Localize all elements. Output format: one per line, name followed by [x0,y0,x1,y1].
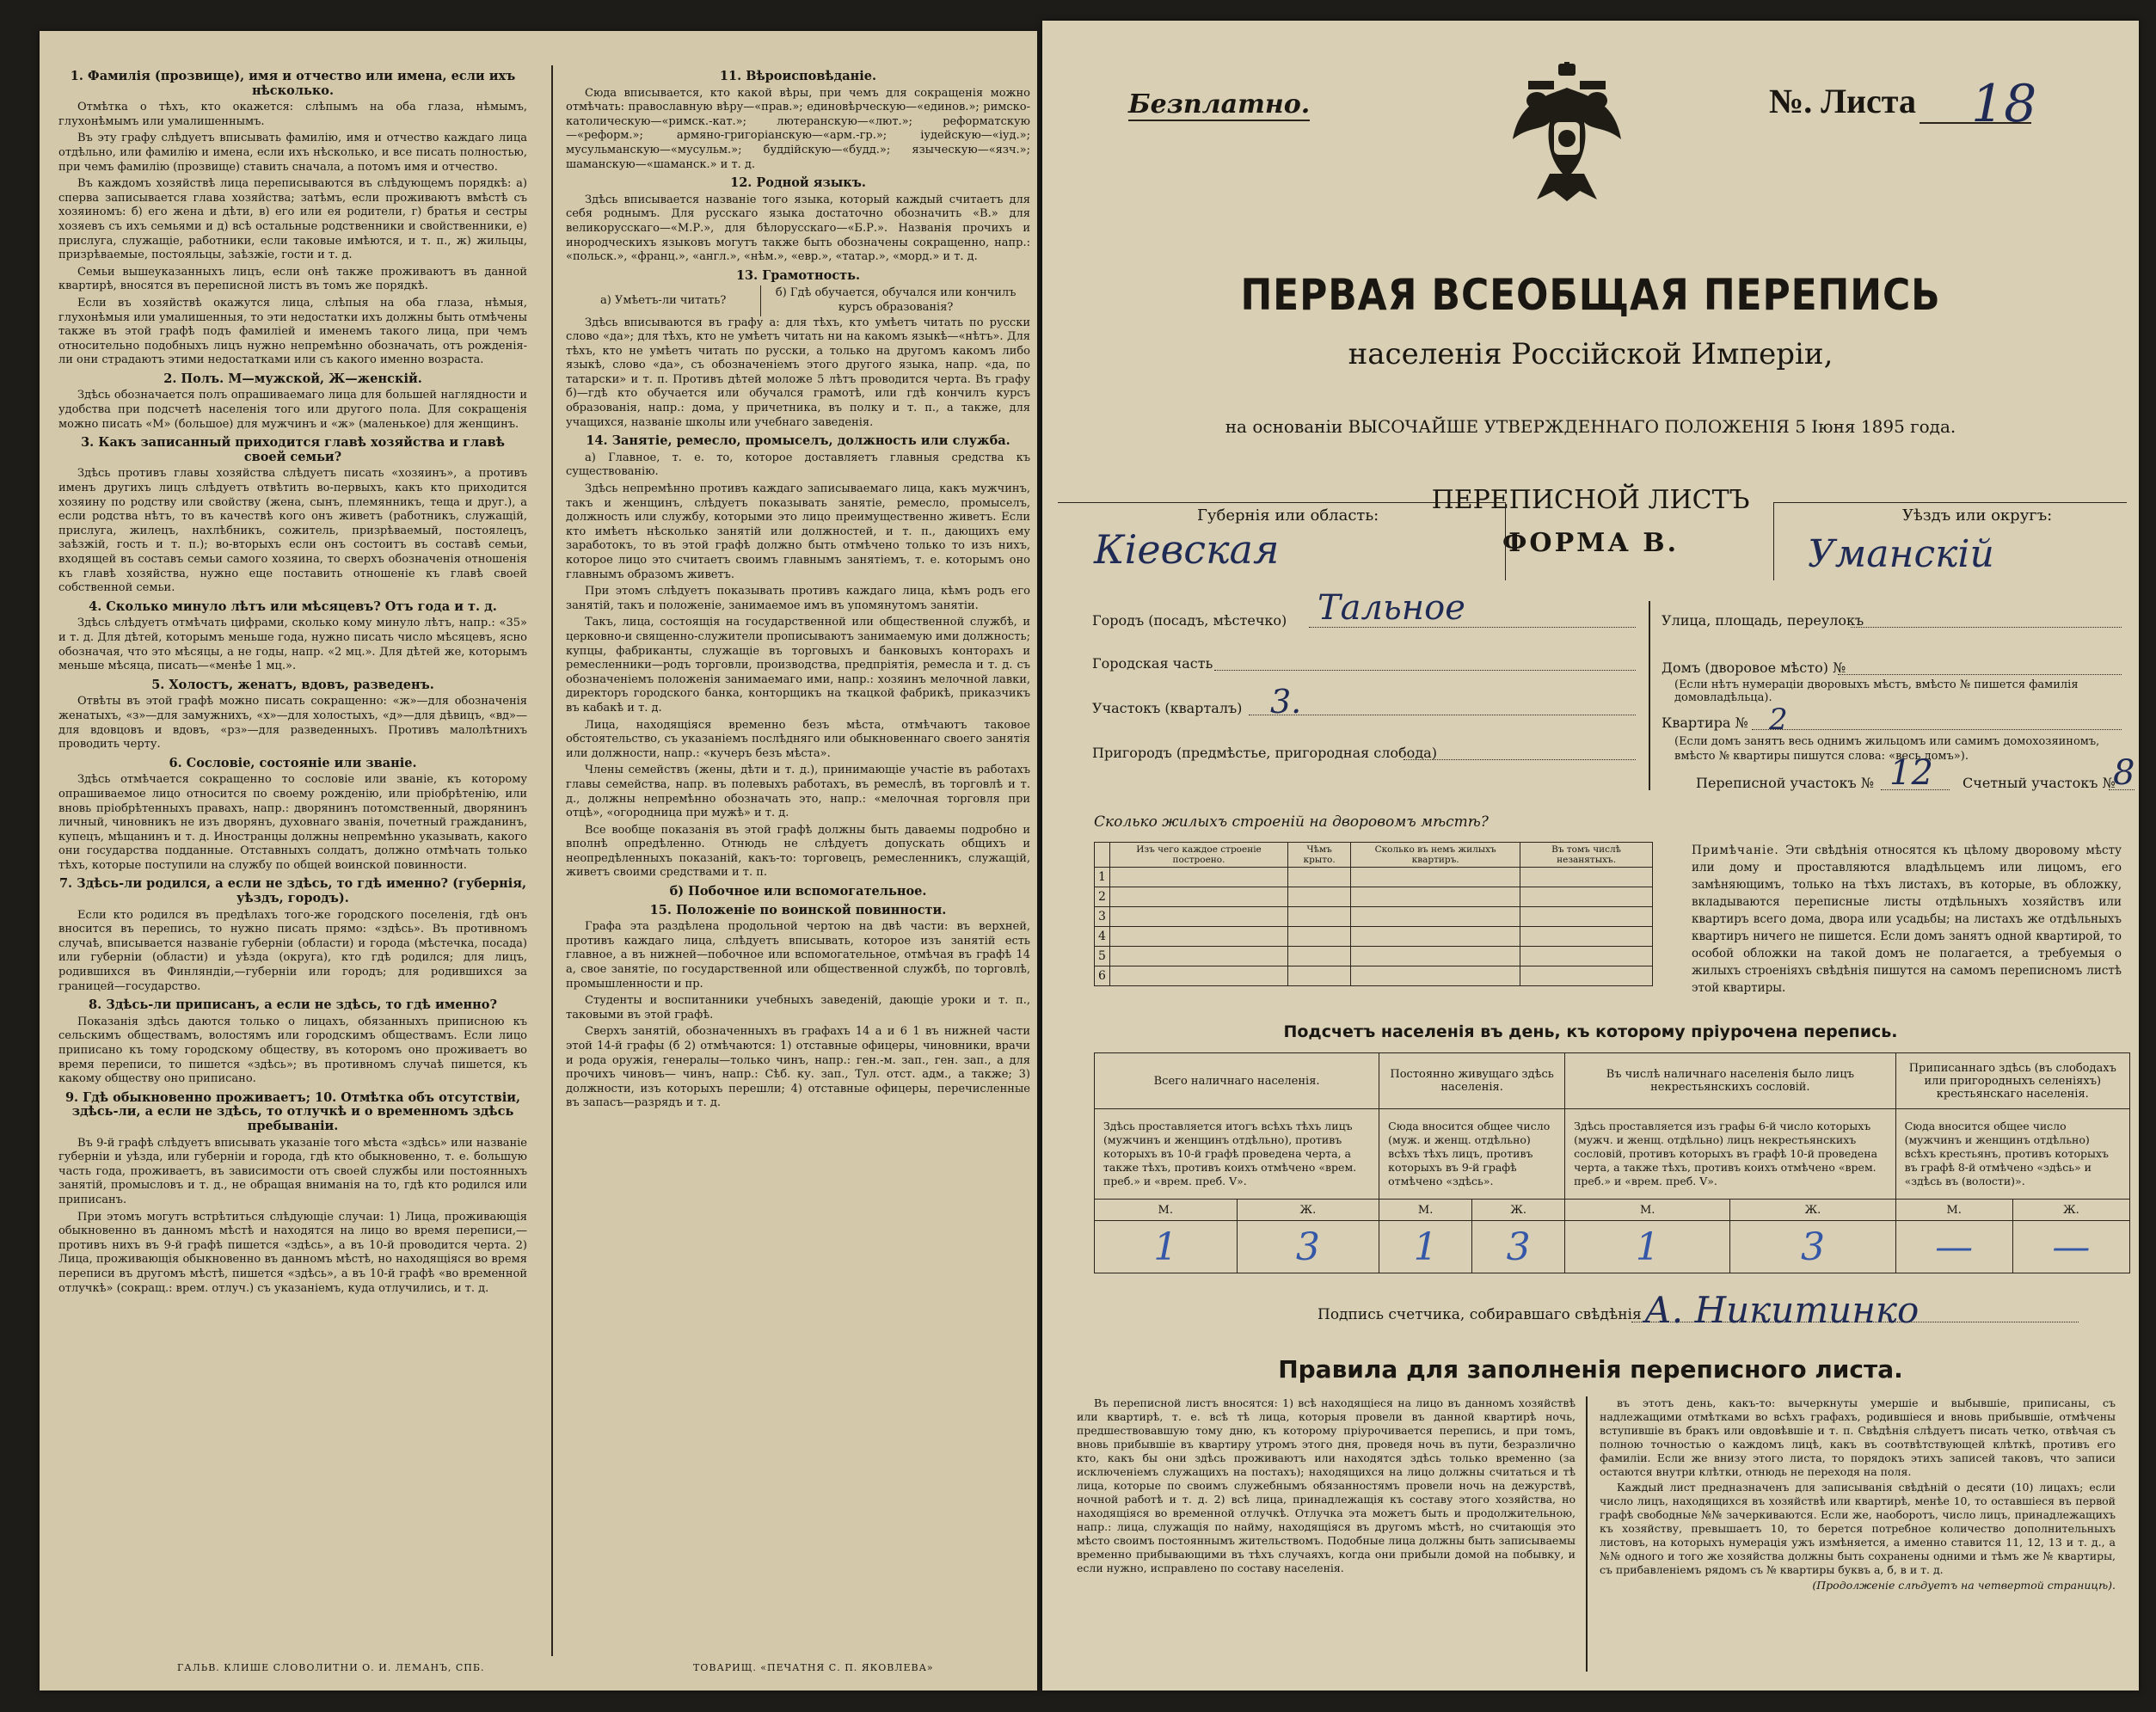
signature-label: Подпись счетчика, собиравшаго свѣдѣнія [1318,1306,1642,1323]
rules-column-1 [1077,1396,1576,1672]
instruction-paragraph: Въ каждомъ хозяйствѣ лица переписываются въ слѣдующемъ порядкѣ: а) сперва записывается глава хозяйства; затѣмъ, если проживаютъ вмѣстѣ съ хозяиномъ: б) его жена и дѣти, в) его или ея родители, г) братья и сестры хозяевъ съ ихъ семьями и д) всѣ остальные родственники и свойственники, е) прислуга, служащіе, работники, если таковые имѣются, и т. п., ж) жильцы, призрѣваемые, постояльцы, заѣзжіе, гости и т. д. [58,177,527,262]
instruction-paragraph: Въ эту графу слѣдуетъ вписывать фамилію, имя и отчество каждаго лица отдѣльно, или фамилію и имена, если ихъ нѣсколько, и все писать полностью, при чемъ фамилію (прозвище) ставить сначала, а потомъ имя и отчество. [58,132,527,174]
buildings-row [1095,868,1653,887]
left-page [40,31,1037,1691]
buildings-cell[interactable] [1288,966,1351,986]
precinct-label: Участокъ (кварталъ) [1092,700,1243,716]
literacy-a: а) Умѣетъ-ли читать? [566,285,761,316]
buildings-row-number: 2 [1095,887,1110,907]
instruction-paragraph: Здѣсь вписывается названіе того языка, который каждый считаетъ для себя роднымъ. Для русскаго языка достаточно обозначить «В.» для великорусскаго—«М.Р.», для бѣлорусскаго—«Б.Р.». Названія прочихъ и инородческихъ языковъ могутъ также быть обозначены сокращенно, напр.: «польск.», «франц.», «англ.», «нѣм.», «евр.», «татар.», «морд.» и т. д. [566,193,1030,264]
town-value[interactable]: Тальное [1318,588,1465,628]
buildings-row [1095,907,1653,927]
buildings-cell[interactable] [1351,947,1520,966]
buildings-cell[interactable] [1351,887,1520,907]
city-part-line [1214,670,1636,671]
rules-text-2: въ этотъ день, какъ-то: вычеркнуты умершіе и выбывшіе, приписаны, съ надлежащими отмѣтками во всѣхъ графахъ, родившіеся и вновь прибывшіе, отмѣчены вступившіе въ бракъ или овдовѣвшіе и т. п. Свѣдѣнія слѣдуетъ писать четко, отвѣчая съ полною точностью о каждомъ лицѣ, какъ въ соотвѣтствующей клѣткѣ, противъ его фамиліи. Если же внизу этого листа, то порядокъ этихъ записей таковъ, что записи остаются внутри клѣтки, отнюдь не переходя на поля. [1600,1396,2116,1478]
instruction-paragraph: Здѣсь непремѣнно противъ каждаго записываемаго лица, какъ мужчинъ, такъ и женщинъ, слѣдуетъ показывать занятіе, ремесло, промыселъ, должность или службу, которыми это лицо преимущественно живетъ. Если кто имѣетъ нѣсколько занятій или должностей, и т. п., дающихъ ему заработокъ, то въ этой графѣ должно быть отмѣчено только то изъ нихъ, которое лицо это считаетъ своимъ главнымъ занятіемъ, т. е. которымъ оно главнымъ образомъ живетъ. [566,482,1030,581]
census-precinct-label: Переписной участокъ № [1696,775,1874,791]
count-sex-label: Ж. [1730,1200,1895,1221]
instruction-paragraph: Семьи вышеуказанныхъ лицъ, если онѣ также проживаютъ въ данной квартирѣ, вносятся въ переписной листъ въ томъ же порядкѣ. [58,265,527,293]
count-sex-label: Ж. [1472,1200,1565,1221]
buildings-row-number: 1 [1095,868,1110,887]
census-precinct-value[interactable]: 12 [1889,753,1933,793]
buildings-row-number: 3 [1095,907,1110,927]
section-heading: 13. Грамотность. [735,267,861,283]
rules-text-3: Каждый лист предназначенъ для записыванія свѣдѣній о десяти (10) лицахъ; если число лицъ, находящихся въ хозяйствѣ или квартирѣ, менѣе 10, то оставшіеся въ первой графѣ свободные №№ зачеркиваются. Если же, наоборотъ, число лицъ, принадлежащихъ къ хозяйству, превышаетъ 10, то берется потребное количество дополнительныхъ листовъ, на которыхъ нумерація ужъ измѣняется, а именно ставится 11, 12, 13 и т. д., а №№ одного и того же хозяйства должны быть сохранены одними и тѣмъ же № квартиры, съ прибавленіемъ рядомъ съ № квартиры буквъ а, б, в и т. д. [1600,1481,2116,1576]
instruction-paragraph: При этомъ слѣдуетъ показывать противъ каждаго лица, кѣмъ родъ его занятій, такъ и положеніе, занимаемое имъ въ упомянутомъ занятіи. [566,585,1030,612]
buildings-cell[interactable] [1109,927,1287,947]
instruction-paragraph: Сверхъ занятій, обозначенныхъ въ графахъ 14 а и 6 1 въ нижней части этой 14-й графы (б 2) отмѣчаются: 1) отставные офицеры, чиновники, врачи и рода оружія, генералы—только чинъ, напр.: ген.-м. зап., ген. зап., а для прочихъ чиновъ— чинъ, напр.: Сѣб. ку. зап., Тул. отст. адм., а также; 3) должности, изъ которыхъ перешли; 4) отставные офицеры, перечисленные въ запасъ—разрядъ и т. д. [566,1025,1030,1110]
city-part-label: Городская часть [1092,655,1213,672]
district-value[interactable]: Уманскій [1808,532,1994,576]
section-heading: 12. Родной языкъ. [730,175,866,191]
buildings-row [1095,887,1653,907]
buildings-cell[interactable] [1109,907,1287,927]
buildings-cell[interactable] [1109,947,1287,966]
instruction-paragraph: Члены семействъ (жены, дѣти и т. д.), принимающіе участіе въ работахъ главы семейства, напр. въ полевыхъ работахъ, въ ремеслѣ, въ торговлѣ и т. д., должны непремѣнно обозначать это, напр.: «мелочная торговля при отцѣ», «огородница при мужѣ» и т. д. [566,764,1030,820]
house-line [1838,674,2122,675]
count-header: Всего наличнаго населенія. [1095,1053,1379,1109]
rules-text-1: Въ переписной листъ вносятся: 1) всѣ находящіеся на лицо въ данномъ хозяйствѣ или квартирѣ, т. е. всѣ тѣ лица, которыя провели въ данной квартирѣ ночь, предшествовавшую тому дню, къ которому пріурочивается перепись, и при томъ, вновь прибывшіе въ квартиру утромъ этого дня, проведя ночь въ пути, безразлично кто, какъ бы они здѣсь проживаютъ или находятся здѣсь только временно (за исключеніемъ служащихъ на постахъ); находящихся на лицо должны считаться и тѣ лица, которые по своимъ служебнымъ обязанностямъ провели ночь на дежурствѣ, ночной работѣ и т. д. 2) всѣ лица, принадлежащія къ составу этого хозяйства, но находящіяся во временной отлучкѣ. Отлучка эта можетъ быть и продолжительною, напр.: лица, служащія по найму, находящіяся въ другомъ мѣстѣ, но считающія это мѣсто своимъ постояннымъ жительствомъ. Подобные лица должны быть записываемы временно прибывающими въ тѣхъ случаяхъ, когда они прибыли домой на побывку, и если нужно, исправлено по составу населенія. [1077,1396,1576,1574]
street-line [1851,627,2122,628]
count-precinct-label: Счетный участокъ № [1963,775,2116,791]
buildings-row-number: 5 [1095,947,1110,966]
census-form-page [1042,21,2139,1691]
address-divider [1649,601,1650,790]
instruction-paragraph: Въ 9-й графѣ слѣдуетъ вписывать указаніе того мѣста «здѣсь» или названіе губерніи и уѣзда, или губерніи и города, гдѣ кто обыкновенно, т. е. большую часть года, проживаетъ, въ зависимости отъ своей службы или постоянныхъ занятій, промысловъ и т. д., не обращая вниманія на то, гдѣ кто родился или приписанъ. [58,1136,527,1206]
count-value[interactable]: — [2012,1221,2129,1273]
section-heading: 7. Здѣсь-ли родился, а если не здѣсь, то гдѣ именно? (губернія, уѣздъ, городъ). [58,876,527,906]
count-sex-label: М. [1379,1200,1472,1221]
left-footer-2: ТОВАРИЩ. «ПЕЧАТНЯ С. П. ЯКОВЛЕВА» [693,1662,934,1673]
buildings-cell[interactable] [1351,927,1520,947]
sheet-number-label: №. Листа [1769,82,1916,120]
buildings-cell[interactable] [1288,868,1351,887]
province-value[interactable]: Кіевская [1094,526,1280,573]
count-title: Подсчетъ населенія въ день, къ которому пріурочена перепись. [1283,1022,1898,1041]
instruction-paragraph: Отвѣты въ этой графѣ можно писать сокращенно: «ж»—для обозначенія женатыхъ, «з»—для замужнихъ, «х»—для холостыхъ, «д»—для дѣвицъ, «вд»—для вдовцовъ и вдовъ, «рз»—для разведенныхъ. Противъ малолѣтнихъ проводить черту. [58,695,527,752]
buildings-cell[interactable] [1520,887,1653,907]
instruction-paragraph: Здѣсь слѣдуетъ отмѣчать цифрами, сколько кому минуло лѣтъ, напр.: «35» и т. д. Для дѣтей, которымъ меньше года, нужно писать число мѣсяцевъ, ясно обозначая, что это мѣсяцы, а не годы, напр. «2 мц.». Для дѣтей же, которымъ меньше мѣсяца, писать—«менѣе 1 мц.». [58,617,527,673]
census-title: ПЕРВАЯ ВСЕОБЩАЯ ПЕРЕПИСЬ [1240,270,1941,320]
section-heading: б) Побочное или вспомогательное. [669,884,927,899]
instruction-paragraph: Показанія здѣсь даются только о лицахъ, обязанныхъ приписною къ сельскимъ обществамъ, волостямъ или городскимъ обществамъ. Если лицо приписано къ тому городскому обществу, въ которомъ оно проживаетъ во время переписи, то пишется «здѣсь»; въ противномъ случаѣ пишется, къ какому обществу оно приписано. [58,1015,527,1086]
district-label: Уѣздъ или округъ: [1902,506,2053,525]
buildings-rows [1095,868,1653,986]
count-precinct-value[interactable]: 8 [2113,753,2135,793]
suburb-line [1404,759,1636,760]
suburb-label: Пригородъ (предмѣстье, пригородная слобода) [1092,745,1437,761]
section-heading: 15. Положеніе по воинской повинности. [649,902,947,917]
count-value[interactable]: 3 [1730,1221,1895,1273]
count-header: Приписаннаго здѣсь (въ слободахъ или пригородныхъ селеніяхъ) крестьянскаго населенія. [1895,1053,2129,1109]
count-value[interactable]: 1 [1379,1221,1472,1273]
buildings-cell[interactable] [1520,927,1653,947]
house-note: (Если нѣтъ нумераціи дворовыхъ мѣстъ, вмѣсто № пишется фамилія домовладѣльца). [1674,678,2079,704]
signature-value[interactable]: А. Никитинко [1644,1289,1920,1331]
instruction-paragraph: Если въ хозяйствѣ окажутся лица, слѣпыя на оба глаза, нѣмыя, глухонѣмыя или умалишенныя, то эти недостатки ихъ должны быть отмѣчены также въ этой графѣ подъ фамиліей и именемъ такого лица, при чемъ относительно подобныхъ лицъ нужно непремѣнно обозначать, отъ рожденія-ли они страдаютъ этими недостатками или съ какого именно возраста. [58,296,527,367]
apartment-note: (Если домъ занятъ весь однимъ жильцомъ или самимъ домохозяиномъ, вмѣсто № квартиры пишутся слова: «весь домъ»). [1674,735,2100,763]
instruction-paragraph: При этомъ могутъ встрѣтиться слѣдующіе случаи: 1) Лица, проживающія обыкновенно въ данномъ мѣстѣ и находятся на лицо во время переписи,—противъ нихъ въ 9-й графѣ пишется «здѣсь», а въ 10-й проводится черта. 2) Лица, проживающія обыкновенно въ данномъ мѣстѣ, но находящіяся во время переписи въ другомъ мѣстѣ, пишется «здѣсь», а въ 10-й графѣ «во временной отлучкѣ» (сокращ.: врем. отлуч.) съ указаніемъ, куда отлучились, и т. д. [58,1210,527,1295]
instruction-paragraph: а) Главное, т. е. то, которое доставляетъ главныя средства къ существованію. [566,451,1030,479]
literacy-table [566,285,1030,316]
count-value-row [1095,1221,2130,1273]
instruction-paragraph: Студенты и воспитанники учебныхъ заведеній, дающіе уроки и т. п., таковыми въ этой графѣ. [566,994,1030,1022]
section-heading: 5. Холостъ, женатъ, вдовъ, разведенъ. [151,677,434,692]
section-heading: 14. Занятіе, ремесло, промыселъ, должность или служба. [586,433,1010,449]
buildings-cell[interactable] [1351,907,1520,927]
count-value[interactable]: 3 [1472,1221,1565,1273]
instruction-paragraph: Все вообще показанія въ этой графѣ должны быть даваемы подробно и вполнѣ опредѣленно. Отнюдь не слѣдуетъ допускать общихъ и неопредѣленныхъ показаній, какъ-то: торговецъ, ремесленникъ, служащій, живетъ своими средствами и т. п. [566,823,1030,880]
eagle-emblem-icon [1511,62,1623,204]
section-heading: 1. Фамилія (прозвище), имя и отчество или имена, если ихъ нѣсколько. [70,69,516,98]
section-heading: 4. Сколько минуло лѣтъ или мѣсяцевъ? Отъ года и т. д. [89,598,497,614]
buildings-row [1095,966,1653,986]
instruction-paragraph: Отмѣтка о тѣхъ, кто окажется: слѣпымъ на оба глаза, нѣмымъ, глухонѣмымъ или умалишеннымъ. [58,101,527,128]
apartment-value[interactable]: 2 [1769,703,1788,737]
buildings-header: Чѣмъ крыто. [1288,843,1351,868]
buildings-cell[interactable] [1288,907,1351,927]
town-label: Городъ (посадъ, мѣстечко) [1092,612,1287,629]
buildings-cell[interactable] [1109,966,1287,986]
buildings-cell[interactable] [1288,887,1351,907]
literacy-text: Здѣсь вписываются въ графу а: для тѣхъ, кто умѣетъ читать по русски слово «да»; для тѣхъ, кто не умѣетъ читать ни на какомъ языкѣ—«нѣтъ». Для тѣхъ, кто не умѣетъ читать по русски, а только на другомъ какомъ либо языкѣ, слово «да», съ обозначеніемъ этого другого языка, напр. «да, по татарски» и т. п. Противъ дѣтей моложе 5 лѣтъ проводится черта. Въ графу б)—гдѣ кто обучается или обучался грамотѣ, или гдѣ кончилъ курсъ образованія, напр.: дома, у причетника, въ полку и т. п., а также, для учащихся, названіе школы или учебнаго заведенія. [566,316,1030,429]
instruction-paragraph: Лица, находящіяся временно безъ мѣста, отмѣчаютъ таковое обстоятельство, съ указаніемъ послѣдняго или обыкновеннаго своего занятія или должности, напр.: «кучеръ безъ мѣста». [566,718,1030,760]
left-footer-1: ГАЛЬВ. КЛИШЕ СЛОВОЛИТНИ О. И. ЛЕМАНЪ, СПБ. [177,1662,485,1673]
form-title: ПЕРЕПИСНОЙ ЛИСТЪ [1431,485,1750,515]
apartment-label: Квартира № [1662,715,1748,731]
buildings-cell[interactable] [1109,887,1287,907]
apartment-line [1752,729,2122,730]
street-label: Улица, площадь, переулокъ [1662,612,1864,629]
literacy-b: б) Гдѣ обучается, обучался или кончилъ курсъ образованія? [775,286,1017,314]
section-heading: 8. Здѣсь-ли приписанъ, а если не здѣсь, то гдѣ именно? [89,997,497,1013]
buildings-cell[interactable] [1520,966,1653,986]
left-column-2 [566,65,1030,1665]
count-sex-label: Ж. [1237,1200,1379,1221]
section-heading: 2. Полъ. М—мужской, Ж—женскій. [163,371,422,386]
buildings-row-number: 4 [1095,927,1110,947]
census-subtitle: населенія Россійской Имперіи, [1348,337,1834,371]
buildings-cell[interactable] [1520,907,1653,927]
form-letter: ФОРМА В. [1502,528,1680,558]
section-heading: 6. Сословіе, состояніе или званіе. [169,755,417,770]
count-sex-label: М. [1895,1200,2012,1221]
count-value[interactable]: — [1895,1221,2012,1273]
section-heading: 3. Какъ записанный приходится главѣ хозяйства и главѣ своей семьи? [81,435,505,464]
buildings-row [1095,947,1653,966]
count-sex-label: М. [1565,1200,1730,1221]
rules-divider [1586,1396,1588,1672]
buildings-table-wrap [1094,842,1653,986]
buildings-cell[interactable] [1288,927,1351,947]
house-label: Домъ (дворовое мѣсто) № [1662,660,1846,676]
instruction-paragraph: Такъ, лица, состоящія на государственной или общественной службѣ, и церковно-и священно-служители прописываютъ занимаемую ими должность; купцы, фабриканты, служащіе въ торговыхъ и банковыхъ конторахъ и ремесленники—родъ торговли, производства, предпріятія, ремесла и т. д. съ обозначеніемъ положенія занимаемаго ими, напр.: хозяинъ мелочной лавки, директоръ городского банка, конторщикъ на ткацкой фабрикѣ, приказчикъ въ кабакѣ и т. д. [566,616,1030,715]
count-value[interactable]: 1 [1565,1221,1730,1273]
buildings-cell[interactable] [1288,947,1351,966]
count-description: Здѣсь проставляется изъ графы 6-й число которыхъ (мужч. и женщ. отдѣльно) лицъ некрестьянскихъ сословій, противъ которыхъ въ графѣ 10-й проведена черта, а также тѣхъ, противъ коихъ отмѣчено «врем. преб.» и «врем. преб. V». [1565,1109,1895,1200]
section-heading: 11. Вѣроисповѣданіе. [719,69,877,83]
count-sex-label: М. [1095,1200,1238,1221]
province-label: Губернія или область: [1197,506,1379,525]
buildings-table [1094,842,1653,986]
buildings-header: Изъ чего каждое строеніе построено. [1109,843,1287,868]
free-label: Безплатно. [1128,89,1311,120]
count-value[interactable]: 1 [1095,1221,1238,1273]
rules-column-2 [1600,1396,2116,1672]
buildings-cell[interactable] [1109,868,1287,887]
buildings-header-row [1095,843,1653,868]
buildings-header: Въ томъ числѣ незанятыхъ. [1520,843,1653,868]
count-value[interactable]: 3 [1237,1221,1379,1273]
section-heading: 9. Гдѣ обыкновенно проживаетъ; 10. Отмѣтка объ отсутствіи, здѣсь-ли, а если не здѣсь, то отлучкѣ и о временномъ здѣсь пребываніи. [64,1089,521,1133]
rules-continue: (Продолженіе слѣдуетъ на четвертой страницѣ). [1812,1579,2116,1592]
buildings-cell[interactable] [1520,868,1653,887]
note-head: Примѣчаніе. [1692,844,1779,857]
count-header: Въ числѣ наличнаго населенія было лицъ некрестьянскихъ сословій. [1565,1053,1895,1109]
count-sex-row [1095,1200,2130,1221]
instruction-paragraph: Если кто родился въ предѣлахъ того-же городского поселенія, гдѣ онъ вносится въ перепись, то нужно писать прямо: «здѣсь». Въ противномъ случаѣ, вписывается названіе губерніи (области) и города (мѣстечка, посада) или губерніи (области) и уѣзда (округа), кто гдѣ родился; для лицъ, родившихся въ Финляндіи,—губерніи или городъ; для родившихся за границей—государство. [58,908,527,993]
instruction-paragraph: Сюда вписывается, кто какой вѣры, при чемъ для сокращенія можно отмѣчать: православную вѣру—«прав.»; единовѣрческую—«единов.»; римско-католическую—«римск.-кат.»; лютеранскую—«лют.»; реформатскую—«реформ.»; армяно-григоріанскую—«арм.-гр.»; іудейскую—«іуд.»; мусульманскую—«мусульм.»; буддійскую—«будд.»; языческую—«язч.»; шаманскую—«шаманск.» и т. д. [566,86,1030,171]
buildings-row [1095,927,1653,947]
left-column-1 [58,65,527,1665]
buildings-header: Сколько въ немъ жилыхъ квартиръ. [1351,843,1520,868]
instruction-paragraph: Здѣсь обозначается полъ опрашиваемаго лица для большей наглядности и удобства при подсчетѣ населенія того или другого пола. Для сокращенія можно писать «М» (большое) для мужчинъ и «ж» (маленькое) для женщинъ. [58,389,527,431]
column-divider [551,65,553,1656]
rules-title: Правила для заполненія переписного листа. [1278,1355,1903,1384]
instruction-paragraph: Здѣсь отмѣчается сокращенно то сословіе или званіе, къ которому опрашиваемое лицо относится по своему рожденію, или пріобрѣтенію, или вновь пріобрѣтенныхъ правахъ, напр.: дворянинъ потомственный, дворянинъ личный, чиновникъ не изъ дворянъ, духовнаго званія, почетный гражданинъ, купецъ, мѣщанинъ и т. д. Иностранцы должны непремѣнно указывать, какого они государства подданные. Отставныхъ солдатъ, должно отмѣчать только тѣхъ, которые поступили на службу по общей воинской повинности. [58,773,527,872]
buildings-cell[interactable] [1520,947,1653,966]
buildings-note [1692,842,2122,997]
buildings-cell[interactable] [1351,868,1520,887]
count-header: Постоянно живущаго здѣсь населенія. [1379,1053,1565,1109]
count-sex-label: Ж. [2012,1200,2129,1221]
count-description: Сюда вносится общее число (мужчинъ и женщинъ отдѣльно) всѣхъ крестьянъ, противъ которыхъ въ графѣ 8-й отмѣчено «здѣсь» и «здѣсь въ (волости)». [1895,1109,2129,1200]
population-count-table [1094,1052,2130,1273]
buildings-cell[interactable] [1351,966,1520,986]
note-text: Эти свѣдѣнія относятся къ цѣлому дворовому мѣсту или дому и проставляются владѣльцемъ или лицомъ, его замѣняющимъ, только на тѣхъ листахъ, въ которые, въ обложку, вкладываются переписные листы отдѣльныхъ хозяйствъ или квартиръ всего дома, двора или усадьбы; на листахъ же отдѣльныхъ квартиръ ничего не пишется. Если домъ занятъ одной квартирой, то особой обложки на такой домъ не полагается, а требуемыя о жилыхъ строеніяхъ свѣдѣнія пишутся на самомъ переписномъ листѣ этой квартиры. [1692,844,2122,995]
count-description: Сюда вносится общее число (муж. и женщ. отдѣльно) всѣхъ тѣхъ лицъ, противъ которыхъ въ 9-й графѣ отмѣчено «здѣсь». [1379,1109,1565,1200]
count-table-wrap [1094,1052,2130,1273]
buildings-question: Сколько жилыхъ строеній на дворовомъ мѣстѣ? [1094,813,1489,831]
instruction-paragraph: Здѣсь противъ главы хозяйства слѣдуетъ писать «хозяинъ», а противъ именъ другихъ лицъ слѣдуетъ отвѣтить во-первыхъ, какъ кто приходится хозяину по родству или свойству (жена, сынъ, племянникъ, теща и друг.), а если родства нѣтъ, то въ качествѣ кого онъ живетъ (работникъ, служащій, прислуга, жилецъ, нахлѣбникъ, сожитель, призрѣваемый, постоялецъ, заѣзжій, гость и т. п.); во-вторыхъ если онъ состоитъ въ составѣ семьи, входящей въ составъ семьи самого хозяина, то сверхъ обозначенія отношенія къ главѣ хозяйства, нужно еще поставить отношеніе къ главѣ своей собственной семьи. [58,467,527,595]
instruction-paragraph: Графа эта раздѣлена продольной чертою на двѣ части: въ верхней, противъ каждаго лица, слѣдуетъ вписывать, которое изъ занятій есть главное, а въ нижней—побочное или вспомогательное, отмѣчая въ графѣ 14 а, свое занятіе, по государственной или общественной службѣ, по торговлѣ, промышленности и пр. [566,920,1030,991]
census-basis: на основаніи ВЫСОЧАЙШЕ УТВЕРЖДЕННАГО ПОЛОЖЕНІЯ 5 Іюня 1895 года. [1225,416,1956,437]
precinct-value[interactable]: 3. [1270,683,1302,721]
count-description: Здѣсь проставляется итогъ всѣхъ тѣхъ лицъ (мужчинъ и женщинъ отдѣльно), противъ которыхъ въ 10-й графѣ проведена черта, а также тѣхъ, противъ коихъ отмѣчено «врем. преб.» и «врем. преб. V». [1095,1109,1379,1200]
sheet-number-value: 18 [1971,74,2037,134]
count-desc-row [1095,1109,2130,1200]
buildings-row-number: 6 [1095,966,1110,986]
count-header-row [1095,1053,2130,1109]
